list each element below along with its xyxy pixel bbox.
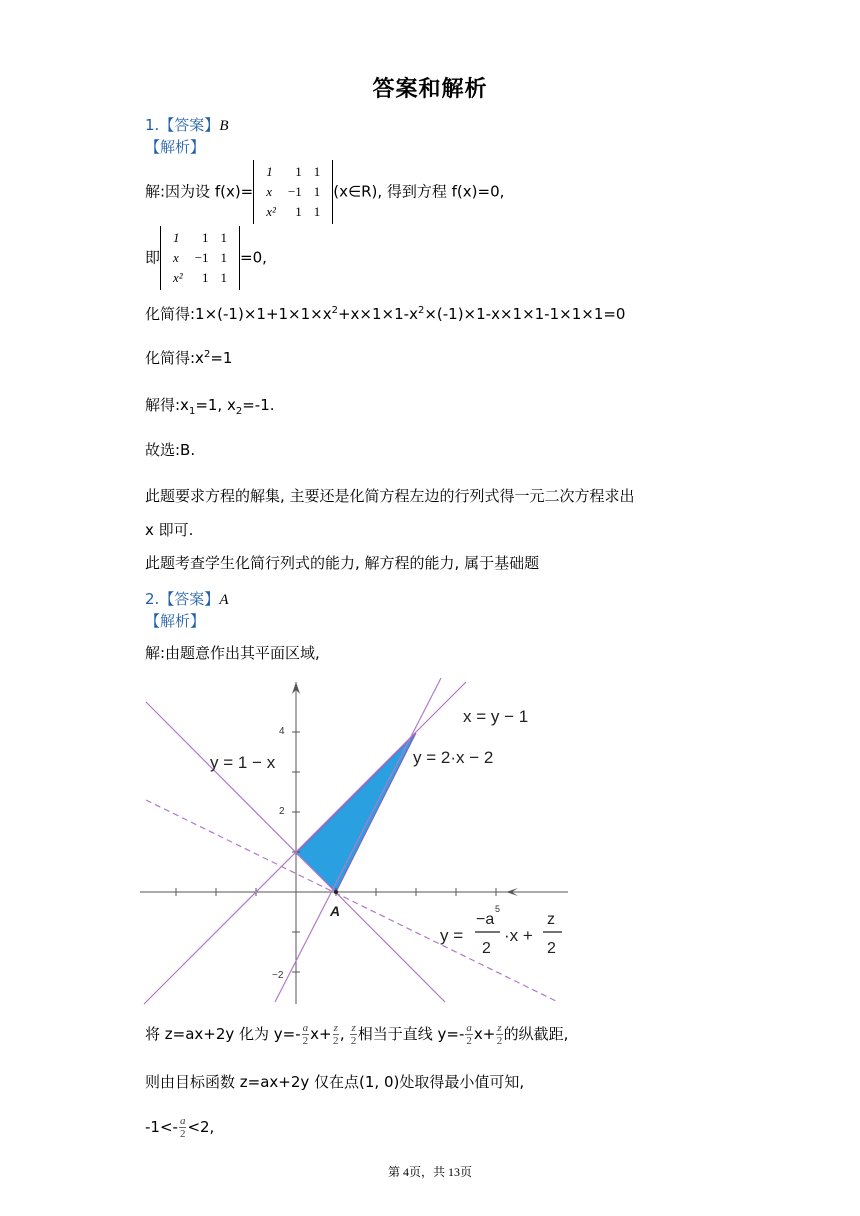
fraction-a-over-2 (302, 1022, 310, 1047)
det-cell: 1 (313, 204, 321, 219)
line-y-eq-2x-minus-2 (275, 678, 441, 1002)
fraction-denominator: 2 (333, 1035, 339, 1047)
q2-l4-text-b: <2, (187, 1118, 215, 1136)
det-cell: 1 (313, 164, 321, 179)
label-objective-z: z (547, 911, 555, 928)
page-title: 答案和解析 (372, 77, 488, 102)
det-cell: 1 (220, 230, 228, 245)
q1-l5-text-b: =1, x (195, 396, 236, 414)
fraction-numerator: z (351, 1022, 356, 1034)
fraction-numerator: a (466, 1022, 472, 1034)
label-objective-y: y = (440, 926, 464, 945)
q2-analysis-head: 【解析】 (145, 612, 206, 630)
q2-l2-text-d: 相当于直线 y=- (357, 1025, 465, 1043)
tick-label-2: 2 (279, 806, 285, 817)
line-x-eq-y-minus-1 (144, 682, 466, 1004)
page-footer: 第 4页，共 13页 (387, 1165, 472, 1179)
q1-answer-letter: B (219, 118, 229, 134)
q1-l4-text-b: =1 (210, 349, 233, 367)
det-cell: x (266, 184, 273, 199)
superscript: 2 (417, 305, 425, 316)
det-cell: 1 (295, 164, 302, 179)
det-cell: x² (266, 204, 276, 219)
q1-line-1 (145, 160, 504, 224)
determinant-2 (160, 226, 240, 290)
det-cell: 1 (220, 270, 228, 285)
point-a (334, 890, 338, 894)
q2-line-3: 则由目标函数 z=ax+2y 仅在点(1, 0)处取得最小值可知, (145, 1073, 525, 1091)
label-objective-neg-a: −a (476, 911, 495, 928)
label-y-eq-2x-minus-2: y = 2·x − 2 (413, 748, 494, 767)
q1-line-4 (145, 347, 232, 368)
fraction-denominator: 2 (302, 1035, 309, 1047)
point-a-label: A (330, 903, 341, 919)
fraction-denominator: 2 (179, 1128, 186, 1140)
q2-l2-text-b: x+ (310, 1025, 332, 1043)
det-cell: 1 (313, 184, 321, 199)
q1-l4-text-a: 化简得:x (145, 349, 204, 367)
q2-line-2 (145, 1022, 568, 1047)
fraction-z-over-2 (496, 1022, 502, 1047)
q1-line-5 (145, 394, 275, 417)
q2-line-1: 解:由题意作出其平面区域, (145, 644, 320, 662)
fraction-denominator: 2 (496, 1035, 503, 1047)
determinant-1 (253, 160, 333, 224)
det-cell: 1 (220, 250, 228, 265)
fraction-numerator: a (302, 1022, 309, 1034)
det-cell: x² (173, 270, 183, 285)
q1-line-3 (145, 303, 625, 324)
q2-l2-text-e: x+ (473, 1025, 496, 1043)
q1-line-6: 故选:B. (145, 441, 196, 459)
det-cell: 1 (295, 204, 302, 219)
q1-l5-text-c: =-1. (242, 396, 275, 414)
q2-answer-line (145, 588, 228, 609)
fraction-denominator: 2 (350, 1035, 357, 1047)
label-objective-dot-x-plus: ·x + (504, 926, 533, 945)
fraction-z-over-2 (333, 1022, 339, 1047)
q1-line-2 (145, 226, 267, 290)
fraction-denominator: 2 (466, 1035, 472, 1047)
label-objective-two-2: 2 (547, 940, 556, 957)
q2-answer-head: 2.【答案】 (145, 590, 220, 608)
det-cell: 1 (173, 230, 180, 245)
label-y-eq-1-minus-x: y = 1 − x (210, 753, 276, 772)
q1-line-7: 此题要求方程的解集, 主要还是化简方程左边的行列式得一元二次方程求出 (145, 487, 635, 505)
det-cell: −1 (194, 250, 209, 265)
q1-answer-head: 1.【答案】 (145, 116, 220, 134)
det-cell: x (173, 250, 179, 265)
q1-l1-text-b: (x∈R), 得到方程 f(x)=0, (333, 182, 505, 201)
q1-l2-text-a: 即 (145, 248, 161, 267)
subscript: 1 (188, 406, 196, 417)
feasible-region-graph (140, 676, 570, 1006)
fraction-a-over-2 (179, 1115, 187, 1140)
q2-l2-text-f: 的纵截距, (503, 1025, 569, 1043)
q1-l3-text-a: 化简得:1×(-1)×1+1×1×x (145, 305, 332, 323)
fraction-numerator: z (497, 1022, 502, 1034)
q2-answer-letter: A (219, 592, 229, 608)
fraction-z-over-2 (350, 1022, 356, 1047)
fraction-numerator: a (179, 1115, 186, 1127)
det-cell: 1 (266, 164, 273, 179)
fraction-numerator: z (333, 1022, 338, 1034)
superscript: 2 (331, 305, 338, 316)
q1-l5-text-a: 解得:x (145, 396, 189, 414)
feasible-region (296, 733, 416, 892)
q1-analysis-head: 【解析】 (145, 138, 206, 156)
label-objective-two-1: 2 (482, 940, 491, 957)
q1-l2-text-b: =0, (240, 248, 267, 267)
q1-line-8: x 即可. (145, 521, 194, 539)
fraction-a-over-2 (465, 1022, 473, 1047)
q1-line-9: 此题考查学生化简行列式的能力, 解方程的能力, 属于基础题 (145, 554, 540, 572)
superscript: 2 (203, 349, 211, 360)
q1-answer-line (145, 114, 228, 135)
det-cell: −1 (287, 184, 302, 199)
q1-l3-text-b: +x×1×1-x (337, 305, 418, 323)
q2-l2-text-c: , (339, 1025, 345, 1043)
q2-l2-text-a: 将 z=ax+2y 化为 y=- (145, 1025, 301, 1043)
tick-label-4: 4 (279, 726, 285, 737)
tick-label-neg2: −2 (272, 970, 284, 981)
det-cell: 1 (202, 270, 209, 285)
q2-line-4 (145, 1115, 214, 1140)
tick-label-5: 5 (495, 904, 501, 914)
q1-l3-text-c: ×(-1)×1-x×1×1-1×1×1=0 (424, 305, 626, 323)
q1-l1-text-a: 解:因为设 f(x)= (145, 182, 254, 201)
label-x-eq-y-minus-1: x = y − 1 (463, 707, 529, 726)
det-cell: 1 (202, 230, 209, 245)
q2-l4-text-a: -1<- (145, 1118, 178, 1136)
subscript: 2 (235, 406, 243, 417)
